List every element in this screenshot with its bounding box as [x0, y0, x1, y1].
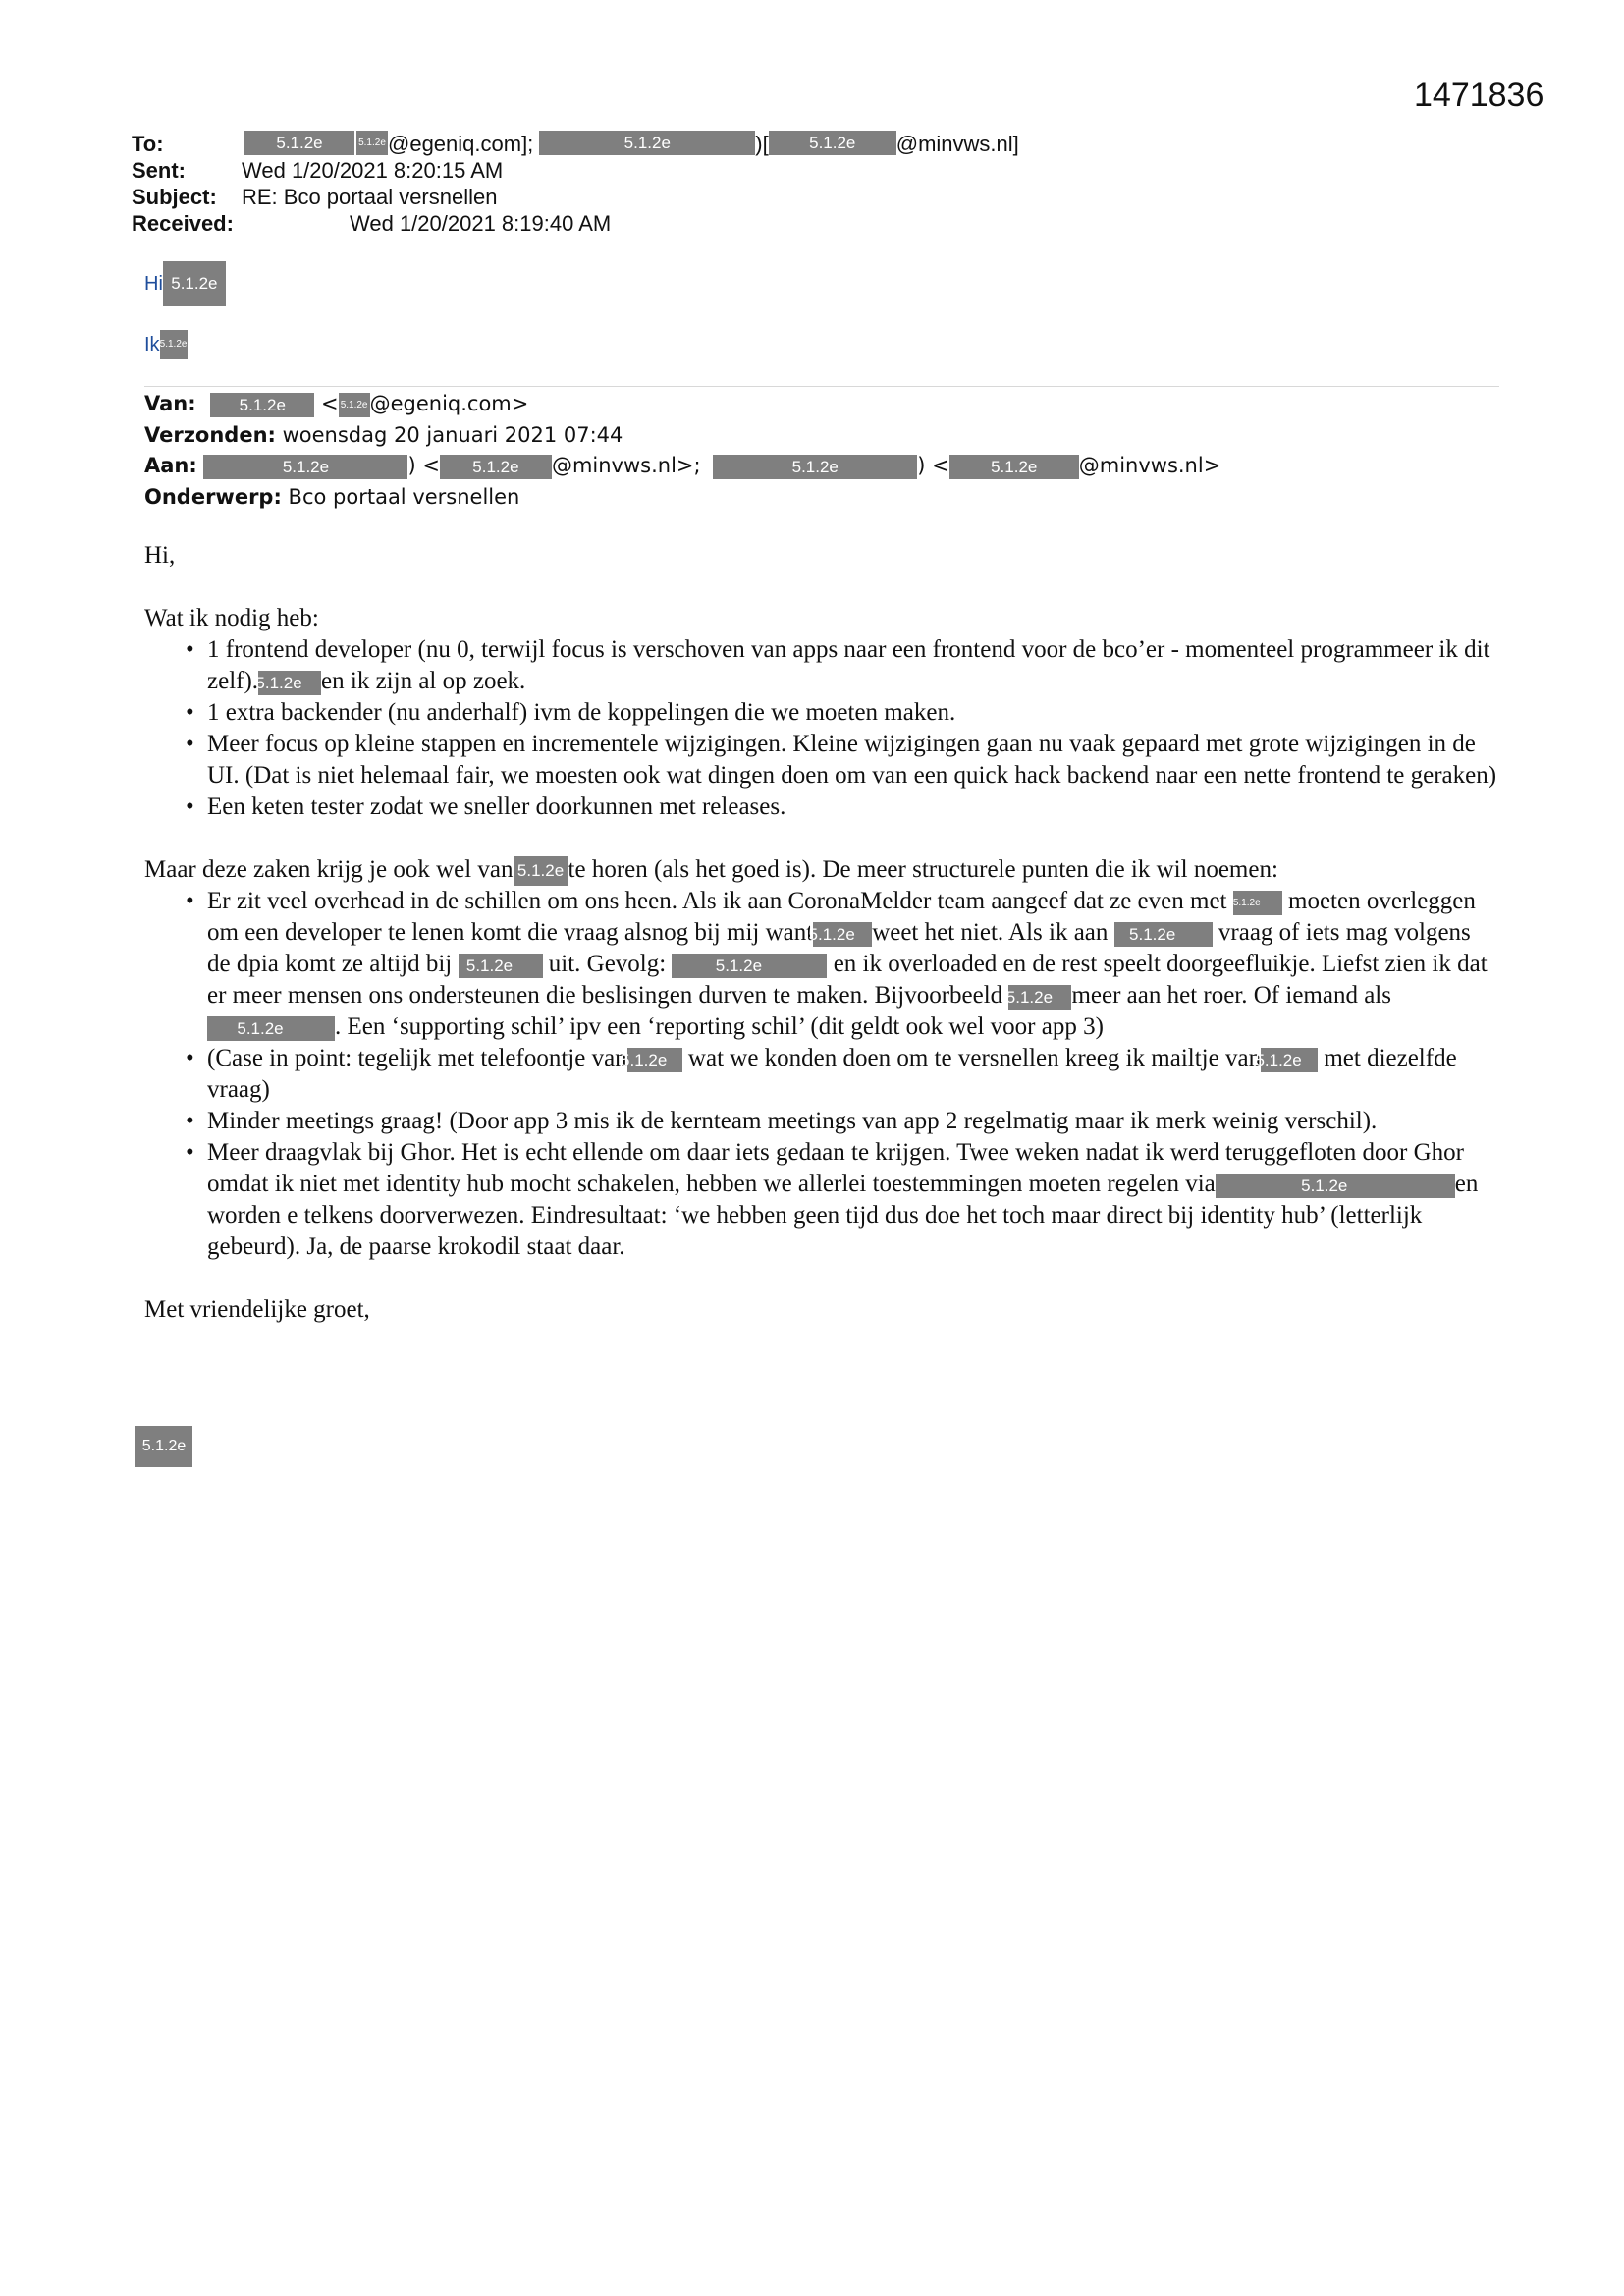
- received-row: [132, 210, 1019, 237]
- divider: [144, 386, 1499, 387]
- onderwerp-label: Onderwerp:: [144, 484, 282, 509]
- reply-line: [144, 330, 188, 359]
- redaction: 5.1.2e: [627, 1048, 682, 1072]
- redaction: 5.1.2e: [1114, 922, 1213, 947]
- verzonden-label: Verzonden:: [144, 422, 276, 447]
- list-item: • 1 frontend developer (nu 0, terwijl focus is verschoven van apps naar een frontend voor de bco’er - momenteel programmeer ik dit zelf).5.1.2e en ik zijn al op zoek.: [144, 634, 1499, 697]
- verzonden-row: [144, 420, 1220, 452]
- aan-label: Aan:: [144, 454, 197, 477]
- reply-greeting-text: Hi: [144, 272, 163, 295]
- from-row: [144, 389, 1220, 420]
- aan-domain-1: @minvws.nl>;: [551, 454, 701, 477]
- redaction: 5.1.2e: [1261, 1048, 1318, 1072]
- redaction: 5.1.2e: [459, 954, 543, 978]
- sent-label: Sent:: [132, 158, 186, 183]
- to-row: [132, 131, 1019, 157]
- points-list: [144, 886, 1499, 1263]
- redaction: 5.1.2e: [713, 455, 917, 479]
- received-value: Wed 1/20/2021 8:19:40 AM: [350, 211, 612, 236]
- redaction: 5.1.2e: [356, 131, 388, 155]
- received-label: Received:: [132, 211, 234, 236]
- redaction: 5.1.2e: [514, 856, 568, 886]
- needs-list: [144, 634, 1499, 823]
- document-number: 1471836: [1414, 77, 1544, 114]
- onderwerp-row: [144, 482, 1220, 514]
- redaction: 5.1.2e: [1008, 985, 1071, 1010]
- to-domain-1: @egeniq.com];: [388, 132, 534, 156]
- to-separator: )[: [755, 132, 769, 156]
- redaction: 5.1.2e: [210, 393, 314, 417]
- aan-sep-1: ) <: [407, 454, 440, 477]
- aan-row: [144, 451, 1220, 482]
- redaction: 5.1.2e: [135, 1426, 192, 1467]
- list-item: • Een keten tester zodat we sneller doorkunnen met releases.: [144, 792, 1499, 823]
- sent-row: [132, 157, 1019, 184]
- redaction: 5.1.2e: [160, 330, 188, 359]
- redaction: 5.1.2e: [339, 393, 370, 417]
- to-label: To:: [132, 132, 164, 156]
- reply-line-text: Ik: [144, 333, 160, 355]
- body-greeting: Hi,: [144, 542, 176, 569]
- aan-domain-2: @minvws.nl>: [1078, 454, 1221, 477]
- list-item: • Minder meetings graag! (Door app 3 mis ik de kernteam meetings van app 2 regelmatig maar ik merk weinig verschil).: [144, 1106, 1499, 1137]
- body-closing: Met vriendelijke groet,: [144, 1296, 370, 1324]
- redaction: 5.1.2e: [813, 922, 872, 947]
- from-domain: @egeniq.com>: [369, 392, 529, 415]
- list-item: • (Case in point: tegelijk met telefoontje van5.1.2e wat we konden doen om te versnellen kreeg ik mailtje van5.1.2e met diezelfde vraag): [144, 1043, 1499, 1106]
- redaction: 5.1.2e: [207, 1016, 335, 1041]
- redaction: 5.1.2e: [539, 131, 755, 155]
- body-paragraph: Maar deze zaken krijg je ook wel van 5.1.2e te horen (als het goed is). De meer structurele punten die ik wil noemen:: [144, 854, 1499, 886]
- redaction: 5.1.2e: [163, 261, 226, 306]
- verzonden-value: woensdag 20 januari 2021 07:44: [275, 422, 623, 447]
- list-item: • Er zit veel overhead in de schillen om ons heen. Als ik aan CoronaMelder team aangeef dat ze even met 5.1.2e moeten overleggen om een developer te lenen komt die vraag alsnog bij mij want5.1.2e weet het niet. Als ik aan 5.1.2e vraag of iets mag volgens de dpia komt ze altijd bij 5.1.2e uit. Gevolg: 5.1.2e en ik overloaded en de rest speelt doorgeefluikje. Liefst zien ik dat er meer mensen ons ondersteunen die beslisingen durven te maken. Bijvoorbeeld 5.1.2e meer aan het roer. Of iemand als 5.1.2e . Een ‘supporting schil’ ipv een ‘reporting schil’ (dit geldt ook wel voor app 3): [144, 886, 1499, 1043]
- forwarded-header: [144, 389, 1220, 513]
- redaction: 5.1.2e: [258, 671, 321, 695]
- subject-label: Subject:: [132, 185, 217, 209]
- redaction: 5.1.2e: [1216, 1174, 1455, 1198]
- to-domain-2: @minvws.nl]: [895, 132, 1019, 156]
- onderwerp-value: Bco portaal versnellen: [281, 484, 520, 509]
- redaction: 5.1.2e: [1233, 891, 1282, 915]
- sent-value: Wed 1/20/2021 8:20:15 AM: [242, 158, 504, 183]
- list-item: • Meer focus op kleine stappen en incrementele wijzigingen. Kleine wijzigingen gaan nu vaak gepaard met grote wijzigingen in de UI. (Dat is niet helemaal fair, we moesten ook wat dingen doen om van een quick hack backend naar een nette frontend te geraken): [144, 729, 1499, 792]
- subject-value: RE: Bco portaal versnellen: [242, 185, 498, 209]
- list-item: • Meer draagvlak bij Ghor. Het is echt ellende om daar iets gedaan te krijgen. Twee weken nadat ik werd teruggefloten door Ghor omdat ik niet met identity hub mocht schakelen, hebben we allerlei toestemmingen moeten regelen via 5.1.2e en worden e telkens doorverwezen. Eindresultaat: ‘we hebben geen tijd dus doe het toch maar direct bij identity hub’ (letterlijk gebeurd). Ja, de paarse krokodil staat daar.: [144, 1137, 1499, 1263]
- redaction: 5.1.2e: [244, 131, 354, 155]
- reply-greeting: [144, 261, 226, 306]
- from-lt: <: [314, 392, 339, 415]
- email-header: [132, 131, 1019, 237]
- redaction: 5.1.2e: [440, 455, 552, 479]
- email-body: [144, 540, 1499, 1326]
- redaction: 5.1.2e: [203, 455, 407, 479]
- body-intro: Wat ik nodig heb:: [144, 605, 319, 631]
- signature: [135, 1426, 192, 1467]
- subject-row: [132, 184, 1019, 210]
- list-item: • 1 extra backender (nu anderhalf) ivm de koppelingen die we moeten maken.: [144, 697, 1499, 729]
- redaction: 5.1.2e: [672, 954, 827, 978]
- redaction: 5.1.2e: [949, 455, 1079, 479]
- from-label: Van:: [144, 392, 196, 415]
- redaction: 5.1.2e: [769, 131, 896, 155]
- aan-sep-2: ) <: [917, 454, 949, 477]
